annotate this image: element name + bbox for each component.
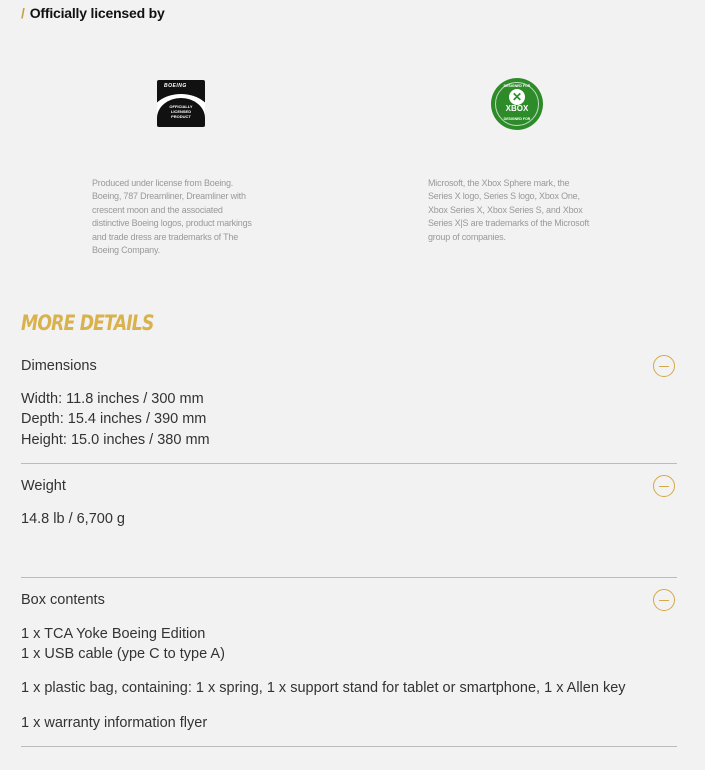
box-item-plastic-bag: 1 x plastic bag, containing: 1 x spring, 1 x support stand for tablet or smartphone, 1 x Allen key bbox=[21, 680, 626, 696]
dimensions-width: Width: 11.8 inches / 300 mm bbox=[21, 391, 204, 407]
boeing-logo-line-2: LICENSED bbox=[170, 109, 192, 114]
weight-title[interactable]: Weight bbox=[21, 478, 66, 494]
more-details-heading: MORE DETAILS bbox=[21, 311, 154, 335]
designed-for-xbox-logo bbox=[491, 78, 543, 130]
dimensions-height: Height: 15.0 inches / 380 mm bbox=[21, 432, 210, 448]
xbox-sphere-icon bbox=[509, 89, 525, 105]
xbox-wordmark: XBOX bbox=[505, 104, 529, 113]
xbox-legal-line: Xbox Series X, Xbox Series S, and Xbox bbox=[428, 204, 583, 215]
dimensions-title[interactable]: Dimensions bbox=[21, 358, 97, 374]
dimensions-collapse-toggle[interactable] bbox=[653, 355, 675, 377]
section-divider bbox=[21, 746, 677, 747]
boeing-brand-text: BOEING bbox=[164, 83, 187, 89]
xbox-top-text: DESIGNED FOR bbox=[503, 84, 531, 88]
dimensions-depth: Depth: 15.4 inches / 390 mm bbox=[21, 411, 207, 427]
licensed-title: Officially licensed by bbox=[29, 5, 165, 21]
box-item-warranty-flyer: 1 x warranty information flyer bbox=[21, 715, 208, 731]
boeing-legal-line: Boeing, 787 Dreamliner, Dreamliner with bbox=[92, 191, 246, 202]
xbox-legal-line: Microsoft, the Xbox Sphere mark, the bbox=[428, 178, 570, 188]
box-contents-title[interactable]: Box contents bbox=[21, 592, 105, 608]
box-contents-collapse-toggle[interactable] bbox=[653, 589, 675, 611]
xbox-legal-line: group of companies. bbox=[428, 231, 506, 242]
xbox-bottom-text: DESIGNED FOR bbox=[503, 117, 531, 121]
box-item-usb-cable: 1 x USB cable (ype C to type A) bbox=[21, 646, 225, 662]
boeing-legal-line: crescent moon and the associated bbox=[92, 204, 223, 215]
boeing-legal-line: Boeing Company. bbox=[92, 245, 160, 256]
box-item-yoke: 1 x TCA Yoke Boeing Edition bbox=[21, 626, 206, 642]
boeing-legal-line: and trade dress are trademarks of The bbox=[92, 231, 239, 242]
boeing-logo-label bbox=[157, 104, 205, 119]
weight-value: 14.8 lb / 6,700 g bbox=[21, 511, 125, 527]
boeing-legal-line: Produced under license from Boeing. bbox=[92, 178, 234, 188]
weight-collapse-toggle[interactable] bbox=[653, 475, 675, 497]
boeing-legal-text bbox=[92, 177, 284, 257]
xbox-legal-text bbox=[428, 177, 620, 244]
xbox-legal-line: Series X logo, Series S logo, Xbox One, bbox=[428, 191, 580, 202]
boeing-legal-line: distinctive Boeing logos, product markings bbox=[92, 218, 252, 229]
boeing-logo-line-1: OFFICIALLY bbox=[169, 104, 193, 109]
section-divider bbox=[21, 577, 677, 578]
licensed-header bbox=[21, 5, 165, 21]
boeing-licensed-logo bbox=[157, 80, 205, 127]
section-divider bbox=[21, 463, 677, 464]
xbox-legal-line: Series X|S are trademarks of the Microsoft bbox=[428, 218, 590, 229]
boeing-logo-line-3: PRODUCT bbox=[171, 114, 191, 119]
slash-decoration: / bbox=[21, 5, 25, 21]
